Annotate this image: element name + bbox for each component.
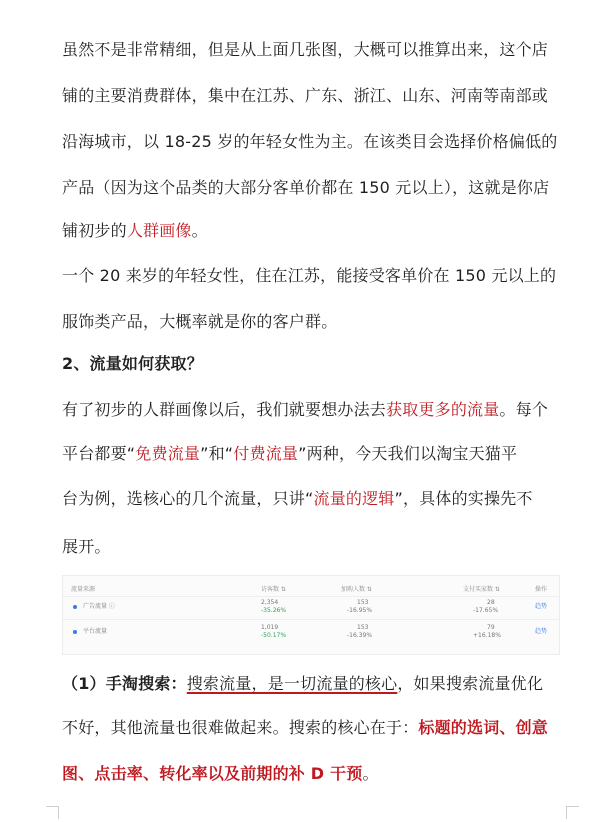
underlined-key-point: 搜索流量，是一切流量的核心 [186, 674, 398, 693]
text-run: 有了初步的人群画像以后，我们就要想办法去 [62, 400, 387, 419]
paragraph-4-line-2 [62, 717, 548, 739]
paragraph-2-line-1: 一个 20 来岁的年轻女性，住在江苏，能接受客单价在 150 元以上的 [62, 266, 557, 285]
table-cell-buyers-change: +16.18% [473, 632, 501, 639]
paragraph-3-line-3 [62, 488, 533, 510]
text-run: 不好，其他流量也很难做起来。搜索的核心在于： [62, 718, 419, 737]
text-run: ”和“ [200, 444, 234, 463]
page-corner-mark [46, 806, 59, 819]
paragraph-4-line-1 [62, 673, 543, 695]
table-header-visitors: 访客数 ⇅ [261, 586, 286, 593]
page-corner-mark [566, 806, 579, 819]
table-cell-visitors-change: -35.26% [261, 607, 287, 614]
table-header-buyers: 支付买家数 ⇅ [463, 586, 500, 593]
paragraph-2-line-2: 服饰类产品，大概率就是你的客户群。 [62, 312, 338, 331]
paragraph-3-line-2 [62, 443, 517, 465]
paragraph-1-line-5 [62, 220, 208, 242]
subsection-label: （1）手淘搜索： [62, 674, 187, 693]
paragraph-1-line-4: 产品（因为这个品类的大部分客单价都在 150 元以上），这就是你店 [62, 178, 550, 197]
table-header-carts: 加购人数 ⇅ [341, 586, 372, 593]
table-divider [63, 596, 559, 597]
highlight-free-traffic: 免费流量 [135, 444, 201, 463]
highlight-search-core-cont: 图、点击率、转化率以及前期的补 D 干预 [62, 764, 363, 783]
highlight-persona: 人群画像 [126, 221, 192, 240]
text-run: 平台都要“ [62, 444, 136, 463]
table-cell-buyers: 28 [487, 599, 495, 606]
table-cell-carts-change: -16.39% [347, 632, 373, 639]
text-run: 。 [191, 221, 208, 240]
table-header-action: 操作 [535, 586, 548, 593]
table-cell-visitors: 2,354 [261, 599, 279, 606]
table-cell-visitors: 1,019 [261, 624, 279, 631]
table-cell-source: 广告流量 ⓘ [83, 603, 115, 610]
text-run: ”，具体的实操先不 [394, 489, 533, 508]
text-run: 台为例，选核心的几个流量，只讲“ [62, 489, 314, 508]
table-cell-carts-change: -16.95% [347, 607, 373, 614]
table-header-source: 流量来源 [71, 586, 96, 593]
highlight-search-core: 标题的选词、创意 [418, 718, 549, 737]
table-cell-buyers-change: -17.65% [473, 607, 499, 614]
row-marker-icon [73, 630, 77, 634]
text-run: 铺初步的 [62, 221, 127, 240]
table-divider [63, 619, 559, 620]
table-trend-link[interactable]: 趋势 [535, 628, 548, 635]
highlight-more-traffic: 获取更多的流量 [386, 400, 500, 419]
text-run: 。 [362, 764, 379, 783]
text-run: 。每个 [499, 400, 549, 419]
text-run: ，如果搜索流量优化 [397, 674, 544, 693]
table-cell-visitors-change: -50.17% [261, 632, 287, 639]
table-cell-carts: 153 [357, 599, 369, 606]
paragraph-3-line-1 [62, 399, 548, 421]
table-cell-carts: 153 [357, 624, 369, 631]
row-marker-icon [73, 605, 77, 609]
paragraph-3-line-4: 展开。 [62, 537, 111, 556]
table-cell-buyers: 79 [487, 624, 495, 631]
paragraph-4-line-3 [62, 763, 379, 785]
paragraph-1-line-3: 沿海城市，以 18-25 岁的年轻女性为主。在该类目会选择价格偏低的 [62, 132, 558, 151]
highlight-paid-traffic: 付费流量 [233, 444, 299, 463]
text-run: ”两种，今天我们以淘宝天猫平 [298, 444, 518, 463]
traffic-source-table [62, 575, 560, 655]
highlight-traffic-logic: 流量的逻辑 [313, 489, 395, 508]
table-trend-link[interactable]: 趋势 [535, 603, 548, 610]
paragraph-1-line-2: 铺的主要消费群体，集中在江苏、广东、浙江、山东、河南等南部或 [62, 86, 549, 105]
table-cell-source: 平台流量 [83, 628, 108, 635]
paragraph-1-line-1: 虽然不是非常精细，但是从上面几张图，大概可以推算出来，这个店 [62, 40, 549, 59]
section-heading: 2、流量如何获取？ [62, 354, 203, 373]
